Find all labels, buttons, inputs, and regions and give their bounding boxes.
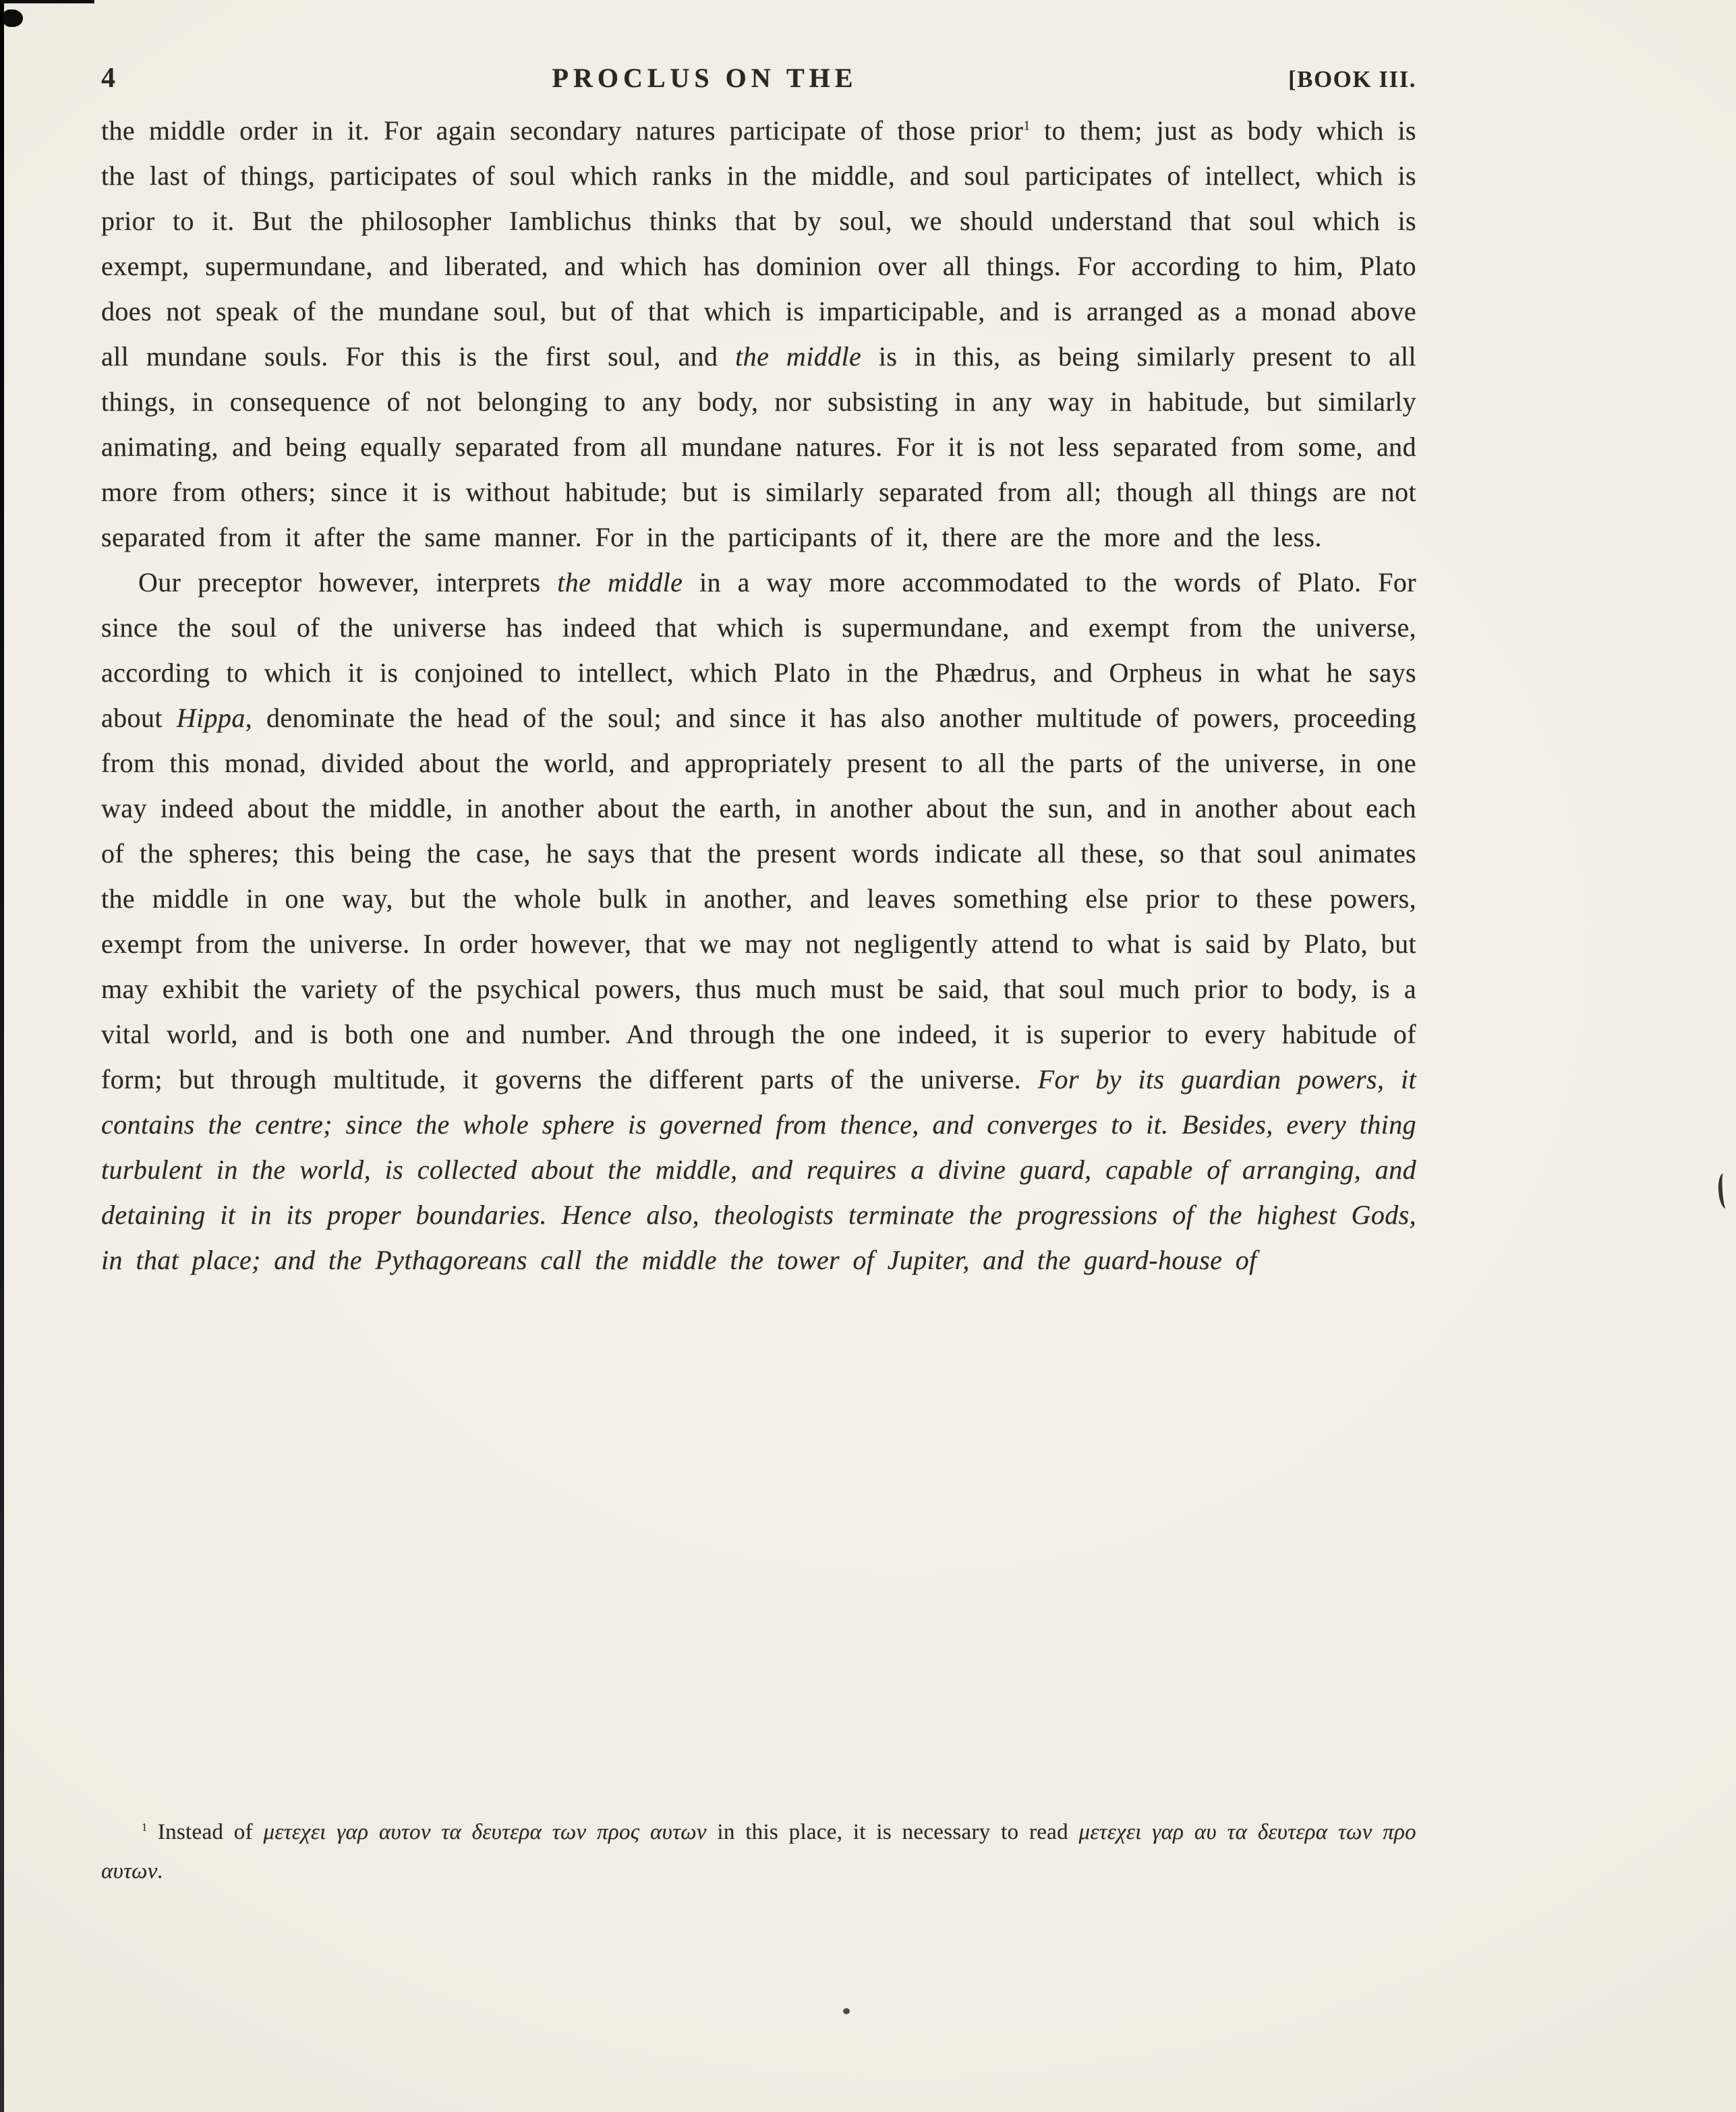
text-run: Instead of — [147, 1820, 264, 1844]
footnote-text — [101, 1813, 1416, 1891]
page-number: 4 — [101, 63, 116, 94]
page-body-text — [101, 108, 1416, 1283]
footnote — [101, 1813, 1416, 1891]
paragraph — [101, 108, 1416, 560]
book-label: [BOOK III. — [1287, 66, 1416, 92]
running-title: PROCLUS ON THE — [552, 63, 858, 93]
scan-speck-artifact — [843, 2008, 850, 2014]
text-run: is in this, as being similarly present to all things, in consequence of not belonging to any body, nor subsisting in any way in habitude, but similarly animating, and being equally separated from all mundane natures. For it is not less separated from some, and more from others; since it is without habitude; but is similarly separated from all; though all things are not separated from it after the same manner. For in the participants of it, there are the more and the less. — [101, 341, 1416, 552]
text-run: to them; just as body which is the last of things, participates of soul which ranks in the middle, and soul participates of intellect, which is prior to it. But the philosopher Iamblichus thinks that by soul, we should understand that soul which is exempt, supermundane, and liberated, and which has dominion over all things. For according to him, Plato does not speak of the mundane soul, but of that which is imparticipable, and is arranged as a monad above all mundane souls. For this is the first soul, and — [101, 115, 1416, 372]
scan-corner-blot-artifact — [3, 9, 23, 27]
scan-edge-artifact — [0, 0, 4, 2112]
footnote-reference-mark: 1 — [1023, 118, 1031, 134]
text-run: the middle — [557, 567, 683, 597]
scan-ink-mark-artifact — [1717, 1173, 1732, 1208]
text-run: Our preceptor however, interprets — [138, 567, 558, 597]
text-run: For by its guardian powers, it contains the centre; since the whole sphere is governed from thence, and converges to it. Besides, every thing turbulent in the world, is collected about the middle, and requires a divine guard, capable of arranging, and detaining it in its proper boundaries. Hence also, theologists terminate the progressions of the highest Gods, in that place; and the Pythagoreans call the middle the tower of Jupiter, and the guard-house of — [101, 1064, 1416, 1275]
text-run: μετεχει γαρ αυ τα δευτερα των προ αυτων. — [101, 1820, 1416, 1883]
text-run: in this place, it is necessary to read — [706, 1820, 1079, 1844]
text-run: , denominate the head of the soul; and since it has also another multitude of powers, proceeding from this monad, divided about the world, and appropriately present to all the parts of the universe, in one way indeed about the middle, in another about the earth, in another about the sun, and in another about each of the spheres; this being the case, he says that the present words indicate all these, so that soul animates the middle in one way, but the whole bulk in another, and leaves something else prior to these powers, exempt from the universe. In order however, that we may not negligently attend to what is said by Plato, but may exhibit the variety of the psychical powers, thus much must be said, that soul much prior to body, is a vital world, and is both one and number. And through the one indeed, it is superior to every habitude of form; but through multitude, it governs the different parts of the universe. — [101, 703, 1416, 1094]
text-run: Hippa — [176, 703, 245, 733]
scan-edge-artifact — [0, 0, 94, 3]
footnote-reference-mark: 1 — [142, 1821, 148, 1834]
paragraph — [101, 560, 1416, 1283]
running-head — [101, 62, 1416, 94]
text-run: μετεχει γαρ αυτον τα δευτερα των προς αυτων — [263, 1820, 707, 1844]
text-run: the middle — [735, 341, 862, 372]
text-run: the middle order in it. For again secondary natures participate of those prior — [101, 115, 1024, 146]
text-run: in a way more accommodated to the words of Plato. For since the soul of the universe has indeed that which is supermundane, and exempt from the universe, according to which it is conjoined to intellect, which Plato in the Phædrus, and Orpheus in what he says about — [101, 567, 1416, 733]
